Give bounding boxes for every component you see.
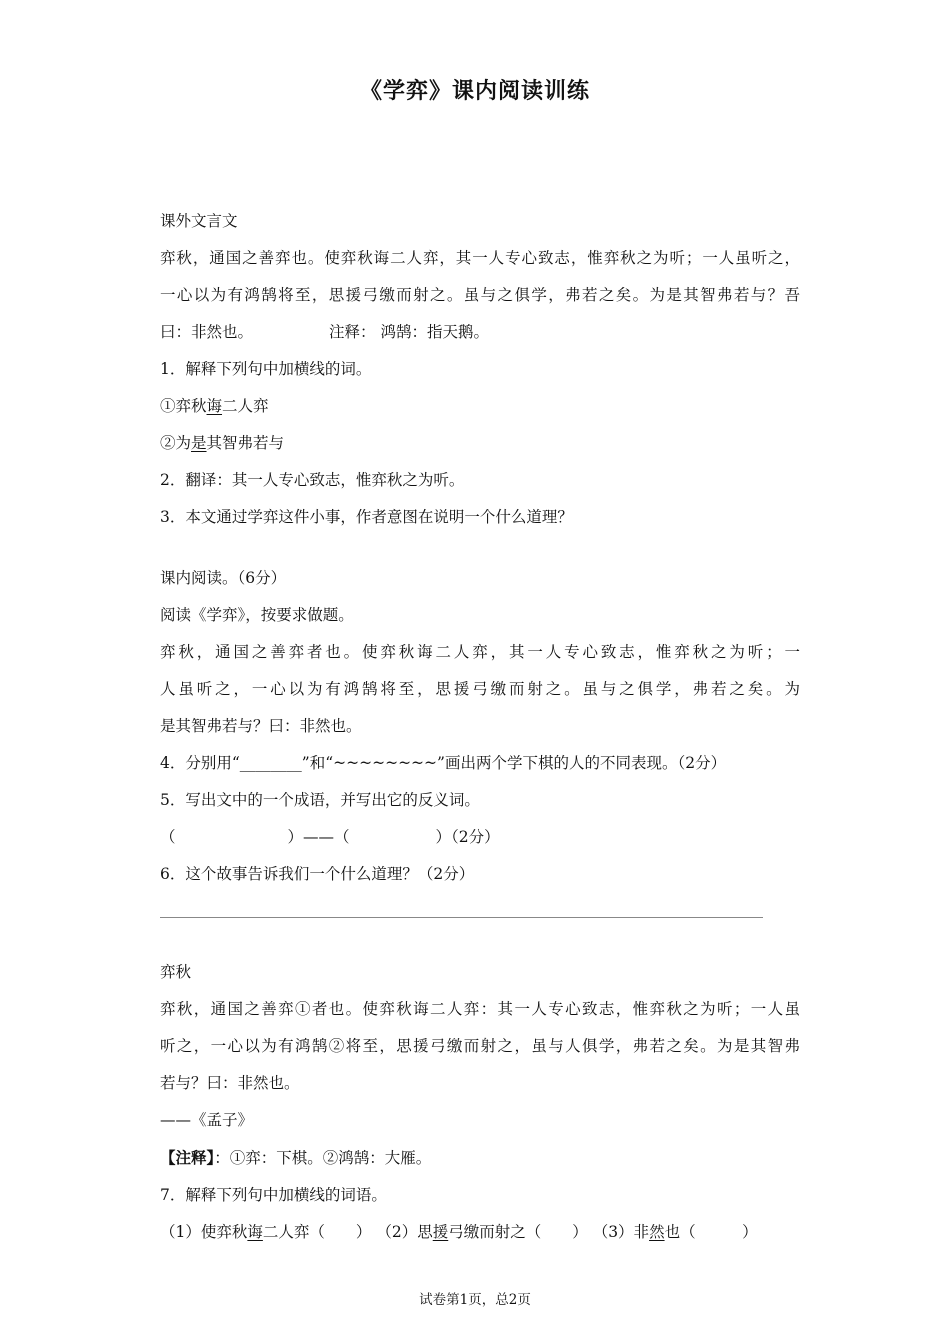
note-text: ：①弈：下棋。②鸿鹄：大雁。	[214, 1149, 432, 1167]
q7-item-1	[160, 1223, 371, 1241]
q1b-text: 其智弗若与	[206, 434, 285, 452]
page-title: 《学弈》课内阅读训练	[359, 79, 590, 104]
question-1a	[160, 388, 800, 425]
q1a-text: ①弈秋	[160, 397, 207, 415]
section1-passage-last	[160, 314, 800, 351]
question-7: 7．解释下列句中加横线的词语。	[160, 1186, 387, 1204]
section2-passage-line: 是其智弗若与？曰：非然也。	[160, 717, 362, 735]
q1b-text: ②为	[160, 434, 192, 452]
section2-heading: 课内阅读。（6分）	[160, 569, 287, 587]
q7-item-text: 二人弈（ ）	[262, 1223, 372, 1241]
question-5-answer-blanks	[160, 819, 800, 856]
q7-item-3-underlined-word: 然	[649, 1223, 665, 1241]
section2-passage-line: 弈秋，通国之善弈者也。使弈秋诲二人弈，其一人专心致志，惟弈秋之为听；一	[160, 643, 800, 661]
blank-close: ）（2分）	[435, 828, 500, 846]
q7-item-text: （3）非	[592, 1223, 650, 1241]
question-4: 4．分别用“________”和“~~~~~~~~”画出两个学下棋的人的不同表现。（2分）	[160, 754, 727, 772]
section1-passage-line: 一心以为有鸿鹄将至，思援弓缴而射之。虽与之俱学，弗若之矣。为是其智弗若与？吾	[160, 286, 800, 304]
question-7-items	[160, 1214, 800, 1251]
answer-line[interactable]	[160, 917, 763, 918]
section1-passage-line: 弈秋，通国之善弈也。使弈秋诲二人弈，其一人专心致志，惟弈秋之为听；一人虽听之，	[160, 249, 800, 267]
q1a-underlined-word: 诲	[206, 397, 223, 415]
section3-passage-line: 弈秋，通国之善弈①者也。使弈秋诲二人弈：其一人专心致志，惟弈秋之为听；一人虽	[160, 1000, 800, 1018]
question-5: 5．写出文中的一个成语，并写出它的反义词。	[160, 791, 480, 809]
q7-item-2	[376, 1223, 587, 1241]
section2-instruction: 阅读《学弈》，按要求做题。	[160, 606, 354, 624]
question-1b	[160, 425, 800, 462]
section3-passage-line: 听之，一心以为有鸿鹄②将至，思援弓缴而射之，虽与人俱学，弗若之矣。为是其智弗	[160, 1037, 800, 1055]
question-1: 1．解释下列句中加横线的词。	[160, 360, 372, 378]
section3-passage-line: 若与？曰：非然也。	[160, 1074, 300, 1092]
q7-item-1-underlined-word: 诲	[247, 1223, 263, 1241]
q1b-underlined-word: 是	[191, 434, 207, 452]
question-6: 6．这个故事告诉我们一个什么道理？（2分）	[160, 865, 475, 883]
section3-heading: 弈秋	[160, 963, 192, 981]
q1a-text: 二人弈	[222, 397, 269, 415]
blank-separator: ）——（	[287, 828, 350, 846]
q7-item-text: 弓缴而射之（ ）	[448, 1223, 588, 1241]
section1-passage-line: 曰：非然也。	[160, 323, 254, 341]
section3-source: ——《孟子》	[160, 1111, 254, 1129]
q7-item-text: 也（ ）	[664, 1223, 758, 1241]
section3-note	[160, 1139, 800, 1177]
q7-item-text: （2）思	[376, 1223, 433, 1241]
blank-open: （	[160, 828, 176, 846]
section1-heading: 课外文言文	[160, 212, 238, 230]
question-2: 2．翻译：其一人专心致志，惟弈秋之为听。	[160, 471, 465, 489]
q7-item-2-underlined-word: 援	[432, 1223, 449, 1241]
q7-item-text: （1）使弈秋	[160, 1223, 248, 1241]
q7-item-3	[593, 1223, 758, 1241]
section2-passage-line: 人虽听之，一心以为有鸿鹄将至，思援弓缴而射之。虽与之俱学，弗若之矣。为	[160, 680, 800, 698]
page-footer: 试卷第1页，总2页	[419, 1292, 531, 1308]
question-3: 3．本文通过学弈这件小事，作者意图在说明一个什么道理？	[160, 508, 573, 526]
section1-note: 注释： 鸿鹄：指天鹅。	[329, 323, 489, 341]
note-label: 【注释】	[160, 1148, 215, 1167]
document-body	[160, 203, 800, 1251]
